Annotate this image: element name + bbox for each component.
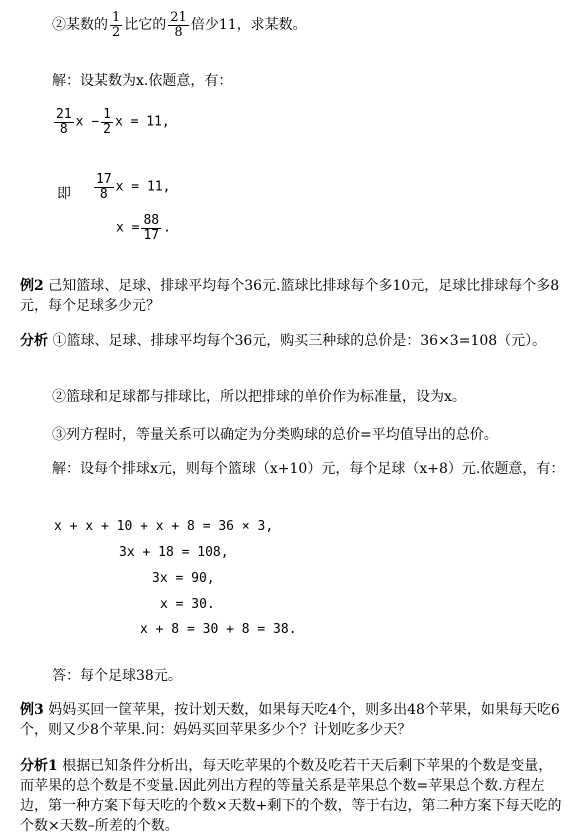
equation-line-2: 3x + 18 = 108, xyxy=(119,545,229,560)
equation-1: $\frac{21}{8}$ x − $\frac{1}{2}$ x = 11, xyxy=(56,107,170,137)
equation-line-4: x = 30. xyxy=(160,597,215,612)
analysis-2-label: 分析 xyxy=(20,333,48,349)
fraction-21-8: $\frac{21}{8}$ xyxy=(56,107,72,137)
solution-intro: 解：设某数为x.依题意，有： xyxy=(52,73,233,89)
equation-line-3: 3x = 90, xyxy=(152,571,215,586)
equation-2: $\frac{17}{8}$ x = 11, xyxy=(96,172,171,202)
analysis-3: 分析1 根据已知条件分析出，每天吃苹果的个数及吃若干天后剩下苹果的个数是变量，而苹果的总个数是不变量.因此列出方程的等量关系是苹果总个数=苹果总个数.方程左边，第一种方案下每天吃的个数×天数+剩下的个数，等于右边，第二种方案下每天吃的个数×天数–所差的个数。 xyxy=(20,758,562,834)
example-3: 例3 妈妈买回一筐苹果，按计划天数，如果每天吃4个，则多出48个苹果，如果每天吃6个，则又少8个苹果.问：妈妈买回苹果多少个？计划吃多少天？ xyxy=(20,702,560,738)
example-2-label: 例2 xyxy=(20,278,44,294)
problem-2 xyxy=(52,8,307,42)
example-2-text: 己知篮球、足球、排球平均每个36元.篮球比排球每个多10元，足球比排球每个多8元，每个足球多少元？ xyxy=(20,278,560,314)
equation-3: x = $\frac{88}{17}$ . xyxy=(116,213,171,243)
fraction-17-8: $\frac{17}{8}$ xyxy=(96,172,112,202)
answer: 答：每个足球38元。 xyxy=(52,668,182,684)
analysis-2-p3: ③列方程时，等量关系可以确定为分类购球的总价=平均值导出的总价。 xyxy=(52,427,498,443)
example-2 xyxy=(20,276,565,316)
equation-2-label: 即 xyxy=(57,186,71,202)
example-3-label: 例3 xyxy=(20,702,44,718)
analysis-2-p1: 分析 ①篮球、足球、排球平均每个36元，购买三种球的总价是：36×3=108（元）。 xyxy=(20,333,547,349)
fraction-one-half: $\frac{1}{2}$ xyxy=(103,107,111,137)
problem-2-prefix: ②某数的 xyxy=(52,17,108,33)
fraction-21-8: $\frac{21}{8}$ xyxy=(170,9,187,40)
analysis-3-label: 分析1 xyxy=(20,758,58,774)
equation-line-1: x + x + 10 + x + 8 = 36 × 3, xyxy=(54,519,274,534)
fraction-88-17: $\frac{88}{17}$ xyxy=(143,213,160,243)
problem-2-suffix: 倍少11，求某数。 xyxy=(190,17,307,33)
analysis-2-p2: ②篮球和足球都与排球比，所以把排球的单价作为标准量，设为x。 xyxy=(52,389,466,405)
problem-2-mid: 比它的 xyxy=(124,17,167,33)
equation-line-5: x + 8 = 30 + 8 = 38. xyxy=(140,622,297,637)
fraction-one-half: $\frac{1}{2}$ xyxy=(112,9,121,40)
analysis-2-p4: 解：设每个排球x元，则每个篮球（x+10）元，每个足球（x+8）元.依题意，有： xyxy=(52,461,565,477)
